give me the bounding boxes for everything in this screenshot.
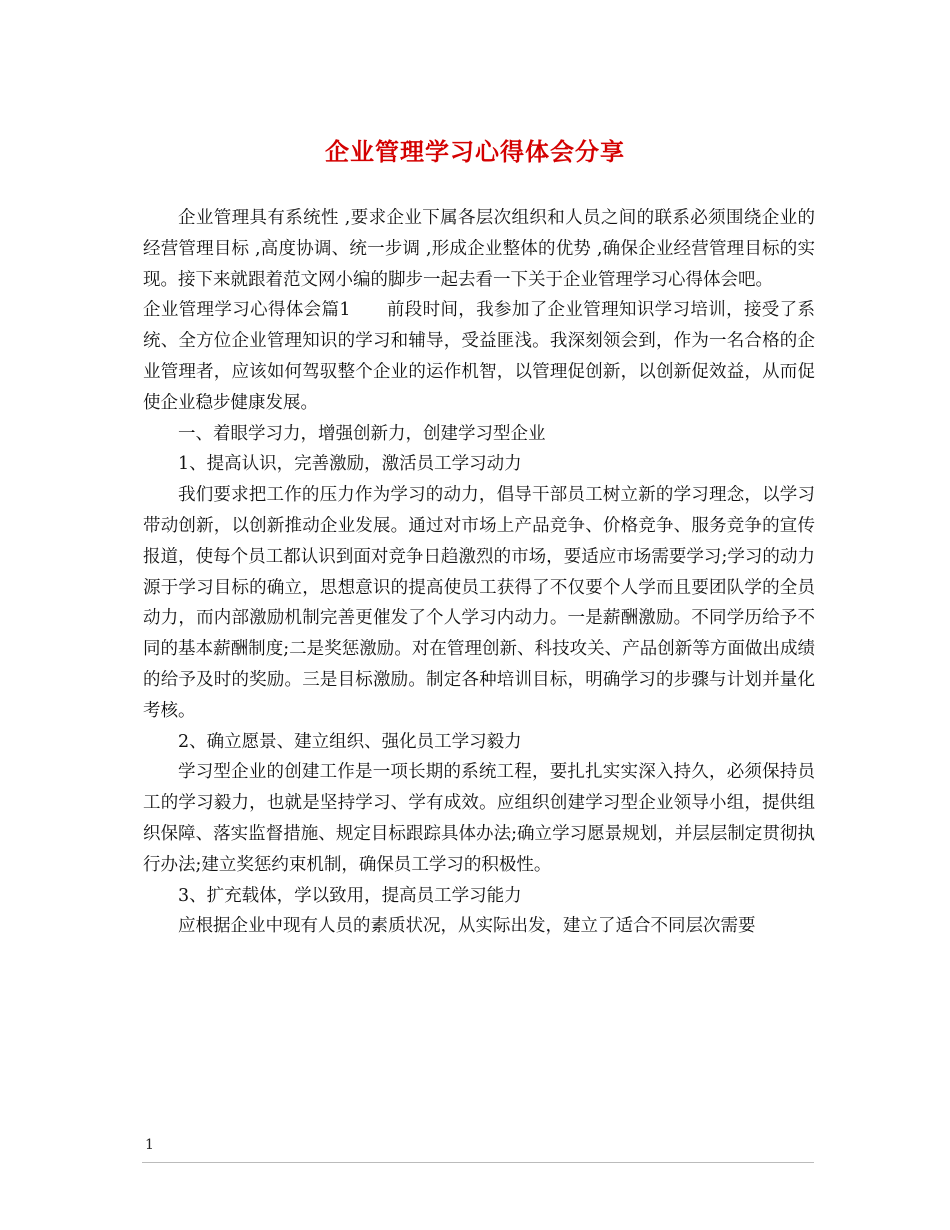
paragraph-2: 学习型企业的创建工作是一项长期的系统工程，要扎扎实实深入持久，必须保持员工的学习毅力，也就是坚持学习、学有成效。应组织创建学习型企业领导小组，提供组织保障、落实监督措施、规定目标跟踪具体办法;确立学习愿景规划，并层层制定贯彻执行办法;建立奖惩约束机制，确保员工学习的积极性。 — [143, 762, 815, 875]
heading-1: 一、着眼学习力，增强创新力，创建学习型企业 — [178, 423, 546, 444]
section-1-text: 前段时间，我参加了企业管理知识学习培训，接受了系统、全方位企业管理知识的学习和辅导，受益匪浅。我深刻领会到，作为一名合格的企业管理者，应该如何驾驭整个企业的运作机智，以管理促创新，以创新促效益，从而促使企业稳步健康发展。 — [143, 300, 816, 413]
section-1-paragraph — [143, 295, 815, 418]
footer-divider — [142, 1162, 814, 1163]
document-body — [143, 203, 815, 942]
paragraph-3: 应根据企业中现有人员的素质状况，从实际出发，建立了适合不同层次需要 — [178, 916, 756, 937]
page-number: 1 — [145, 1137, 154, 1153]
subheading-3: 3、扩充载体，学以致用，提高员工学习能力 — [178, 885, 522, 906]
intro-paragraph: 企业管理具有系统性 ,要求企业下属各层次组织和人员之间的联系必须围绕企业的经营管理目标 ,高度协调、统一步调 ,形成企业整体的优势 ,确保企业经营管理目标的实现。接下来就跟着范文网小编的脚步一起去看一下关于企业管理学习心得体会吧。 — [143, 208, 815, 290]
subheading-1: 1、提高认识，完善激励，激活员工学习动力 — [178, 454, 522, 475]
paragraph-1: 我们要求把工作的压力作为学习的动力，倡导干部员工树立新的学习理念，以学习带动创新，以创新推动企业发展。通过对市场上产品竞争、价格竞争、服务竞争的宣传报道，使每个员工都认识到面对竞争日趋激烈的市场，要适应市场需要学习;学习的动力源于学习目标的确立，思想意识的提高使员工获得了不仅要个人学而且要团队学的全员动力，而内部激励机制完善更催发了个人学习内动力。一是薪酬激励。不同学历给予不同的基本薪酬制度;二是奖惩激励。对在管理创新、科技攻关、产品创新等方面做出成绩的给予及时的奖励。三是目标激励。制定各种培训目标，明确学习的步骤与计划并量化考核。 — [143, 485, 815, 721]
section-label: 企业管理学习心得体会篇1 — [143, 300, 351, 321]
subheading-2: 2、确立愿景、建立组织、强化员工学习毅力 — [178, 731, 522, 752]
document-title: 企业管理学习心得体会分享 — [325, 137, 625, 166]
